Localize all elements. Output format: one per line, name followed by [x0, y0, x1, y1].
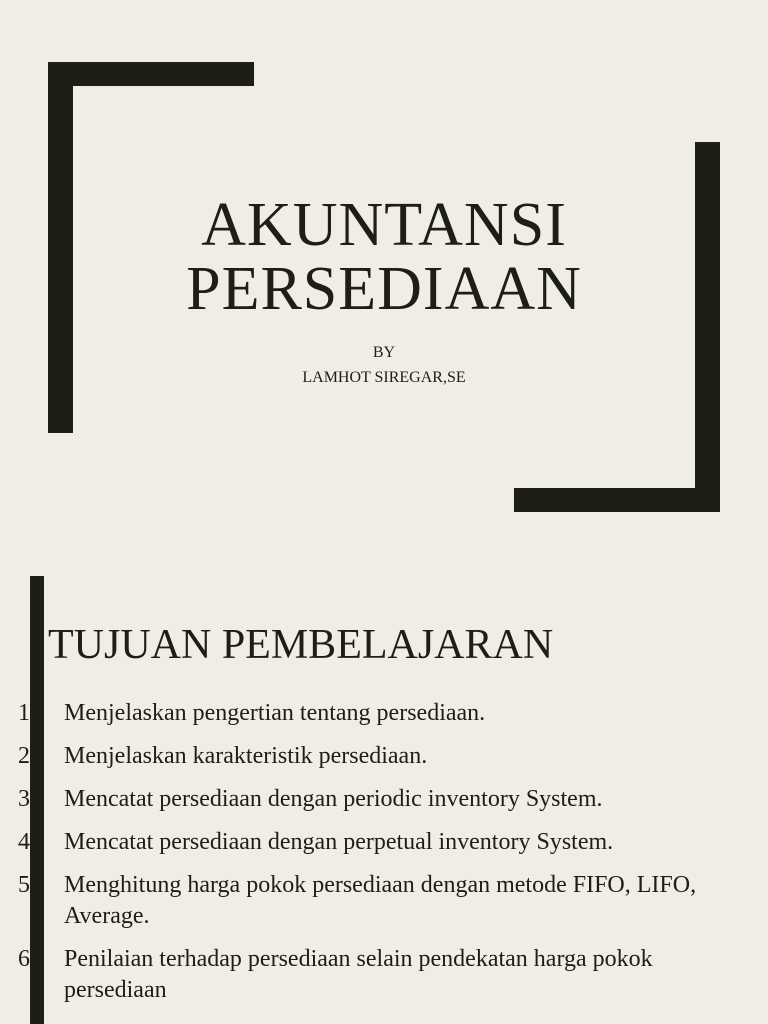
list-item-text: Mencatat persediaan dengan perpetual inventory System. — [64, 829, 614, 855]
list-item-text: Menghitung harga pokok persediaan dengan metode FIFO, LIFO, Average. — [64, 872, 697, 929]
objectives-slide — [0, 556, 768, 1024]
list-item-text: Penilaian terhadap persediaan selain pendekatan harga pokok persediaan — [64, 946, 653, 1003]
list-item-text: Menjelaskan pengertian tentang persediaan. — [64, 700, 486, 726]
objectives-list — [0, 698, 768, 1018]
list-item-number: 3. — [18, 786, 36, 812]
list-item-number: 1. — [18, 700, 36, 726]
frame-bottom-right-horizontal-bar — [514, 488, 720, 512]
slide-title-line-2: PERSEDIAAN — [186, 255, 582, 323]
list-item — [0, 870, 768, 932]
list-item — [0, 741, 768, 772]
list-item-number: 6. — [18, 946, 36, 972]
list-item-number: 4. — [18, 829, 36, 855]
list-item — [0, 784, 768, 815]
by-label: BY — [372, 344, 396, 361]
list-item-text: Menjelaskan karakteristik persediaan. — [64, 743, 428, 769]
objectives-heading: TUJUAN PEMBELAJARAN — [48, 622, 554, 668]
list-item — [0, 944, 768, 1006]
list-item — [0, 827, 768, 858]
frame-top-left-horizontal-bar — [48, 62, 254, 86]
list-item — [0, 698, 768, 729]
list-item-number: 5. — [18, 872, 36, 898]
author-name: LAMHOT SIREGAR,SE — [302, 369, 466, 386]
list-item-number: 2. — [18, 743, 36, 769]
list-item-text: Mencatat persediaan dengan periodic inventory System. — [64, 786, 603, 812]
slide-title-line-1: AKUNTANSI — [201, 191, 567, 259]
